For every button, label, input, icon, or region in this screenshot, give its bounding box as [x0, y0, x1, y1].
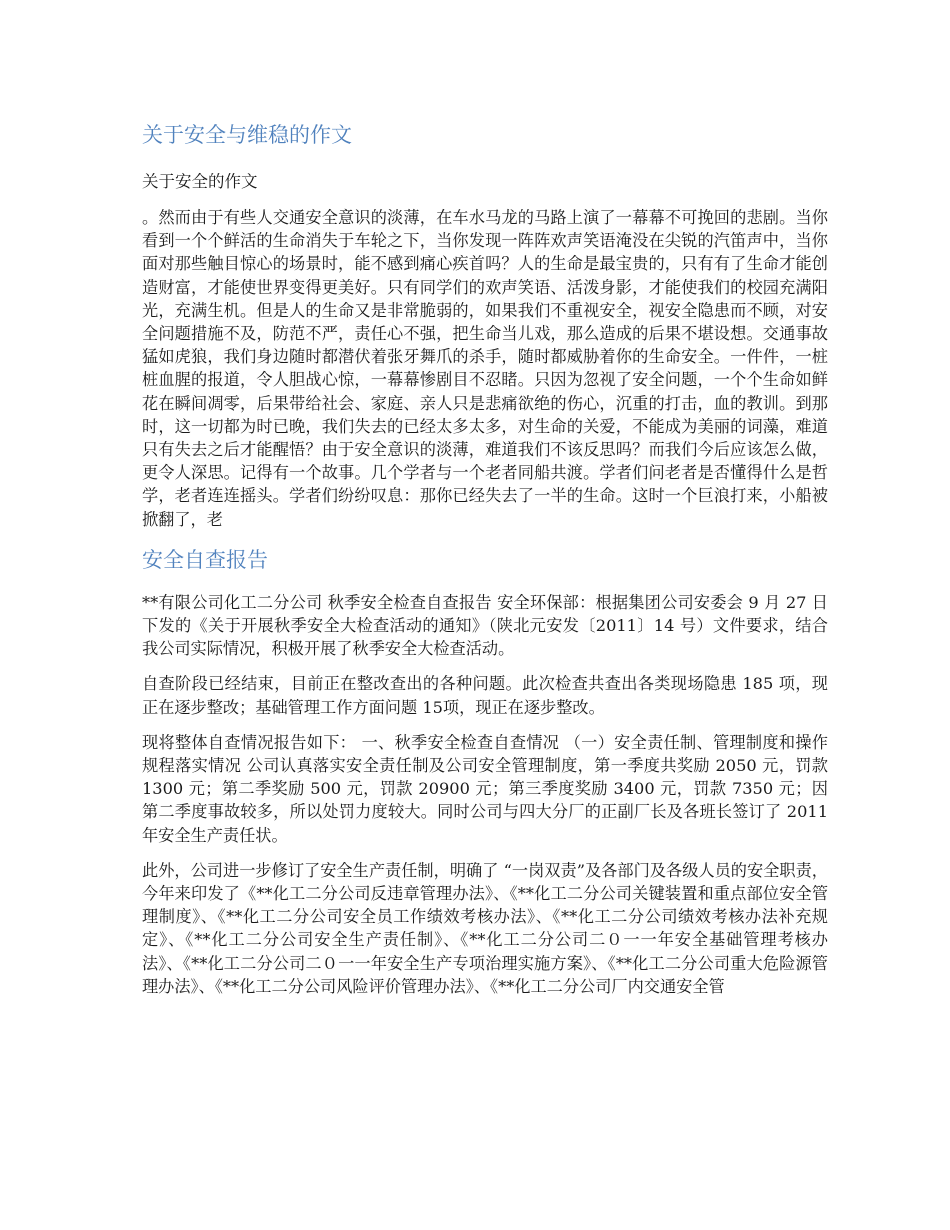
document-page [142, 120, 828, 998]
section-heading-self-inspection: 安全自查报告 [142, 547, 268, 572]
report-paragraph-2: 自查阶段已经结束，目前正在整改查出的各种问题。此次检查共查出各类现场隐患 185 项，现正在逐步整改；基础管理工作方面问题 15项，现正在逐步整改。 [142, 674, 828, 717]
document-title: 关于安全与维稳的作文 [142, 123, 352, 147]
report-paragraph-3: 现将整体自查情况报告如下： 一、秋季安全检查自查情况 （一）安全责任制、管理制度和操作规程落实情况 公司认真落实安全责任制及公司安全管理制度，第一季度共奖励 2050 元，罚款 1300 元；第二季奖励 500 元，罚款 20900 元；第三季度奖励 3400 元，罚款 7350 元；因第二季度事故较多，所以处罚力度较大。同时公司与四大分厂的正副厂长及各班长签订了 2011 年安全生产责任状。 [142, 732, 828, 845]
report-paragraph-4: 此外，公司进一步修订了安全生产责任制，明确了 “一岗双责”及各部门及各级人员的安全职责， 今年来印发了《**化工二分公司反违章管理办法》、《**化工二分公司关键装置和重点部位安全管理制度》、《**化工二分公司安全员工作绩效考核办法》、《**化工二分公司绩效考核办法补充规定》、《**化工二分公司安全生产责任制》、《**化工二分公司二０一一年安全基础管理考核办法》、《**化工二分公司二０一一年安全生产专项治理实施方案》、《**化工二分公司重大危险源管理办法》、《**化工二分公司风险评价管理办法》、《**化工二分公司厂内交通安全管 [142, 860, 828, 996]
essay-subtitle: 关于安全的作文 [142, 172, 258, 191]
report-paragraph-1: **有限公司化工二分公司 秋季安全检查自查报告 安全环保部：根据集团公司安委会 9 月 27 日下发的《关于开展秋季安全大检查活动的通知》（陕北元安发〔2011〕14 号）文件要求，结合我公司实际情况，积极开展了秋季安全大检查活动。 [142, 592, 828, 659]
essay-paragraph: 。然而由于有些人交通安全意识的淡薄，在车水马龙的马路上演了一幕幕不可挽回的悲剧。当你看到一个个鲜活的生命消失于车轮之下，当你发现一阵阵欢声笑语淹没在尖锐的汽笛声中，当你面对那些触目惊心的场景时，能不感到痛心疾首吗？人的生命是最宝贵的，只有有了生命才能创造财富，才能使世界变得更美好。只有同学们的欢声笑语、活泼身影，才能使我们的校园充满阳光，充满生机。但是人的生命又是非常脆弱的，如果我们不重视安全，视安全隐患而不顾，对安全问题措施不及，防范不严，责任心不强，把生命当儿戏，那么造成的后果不堪设想。交通事故猛如虎狼，我们身边随时都潜伏着张牙舞爪的杀手，随时都威胁着你的生命安全。一件件，一桩桩血腥的报道，令人胆战心惊，一幕幕惨剧目不忍睹。只因为忽视了安全问题，一个个生命如鲜花在瞬间凋零，后果带给社会、家庭、亲人只是悲痛欲绝的伤心，沉重的打击，血的教训。到那时，这一切都为时已晚，我们失去的已经太多太多，对生命的关爱，不能成为美丽的词藻，难道只有失去之后才能醒悟？由于安全意识的淡薄，难道我们不该反思吗？而我们今后应该怎么做，更令人深思。记得有一个故事。几个学者与一个老者同船共渡。学者们问老者是否懂得什么是哲学，老者连连摇头。学者们纷纷叹息：那你已经失去了一半的生命。这时一个巨浪打来，小船被掀翻了，老 [142, 208, 828, 529]
